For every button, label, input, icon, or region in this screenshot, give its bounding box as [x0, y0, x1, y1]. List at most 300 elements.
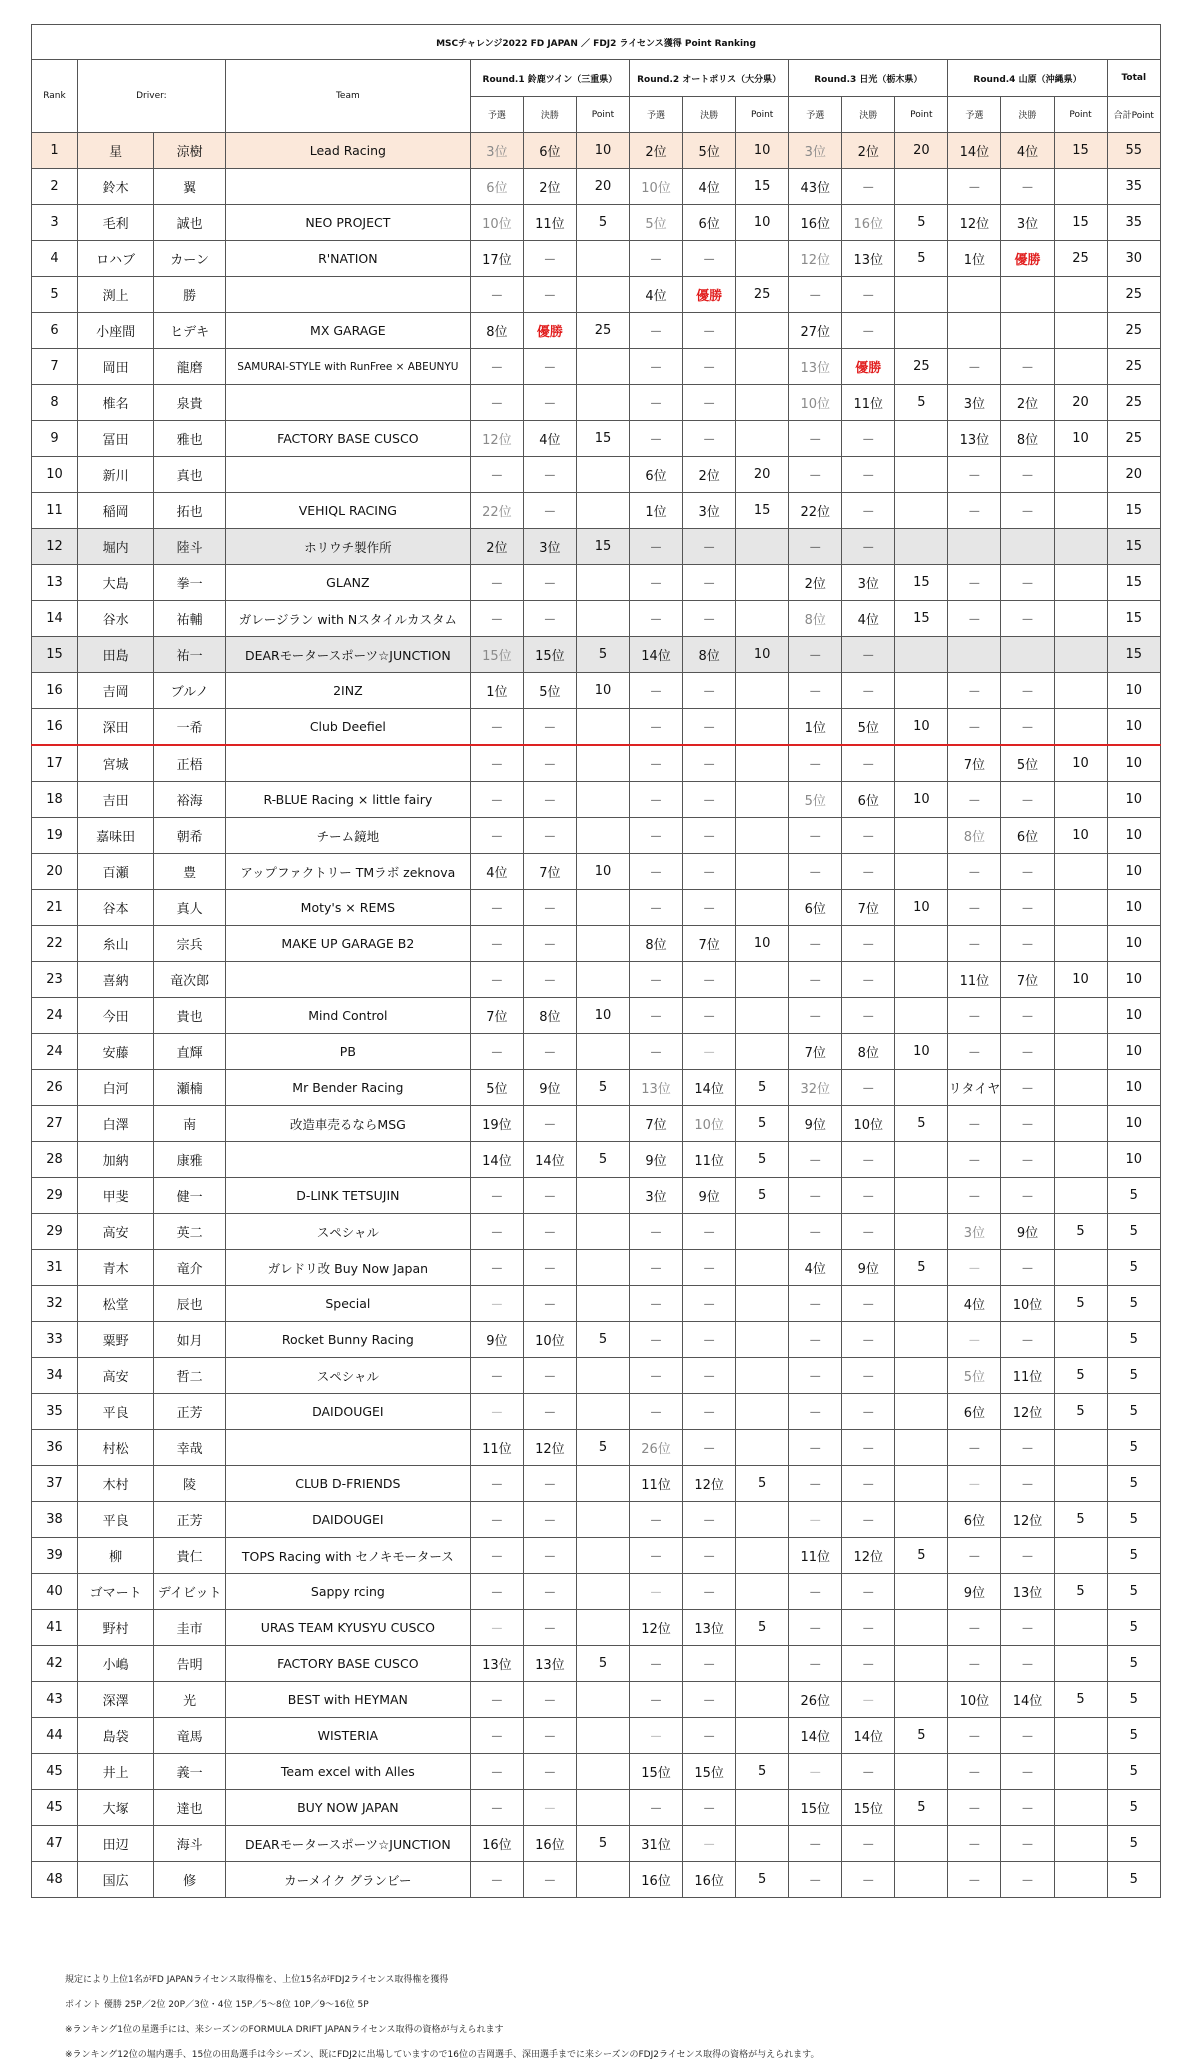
cell-r4-qual: －: [948, 782, 1001, 818]
cell-rank: 11: [32, 493, 78, 529]
cell-team: ガレドリ改 Buy Now Japan: [225, 1250, 470, 1286]
cell-r4-qual: －: [948, 565, 1001, 601]
ranking-table: [31, 24, 1161, 1898]
cell-r3-point: 10: [895, 782, 948, 818]
cell-r4-point: [1054, 1034, 1107, 1070]
cell-team: [225, 1142, 470, 1178]
cell-r3-final: －: [842, 1826, 895, 1862]
cell-r1-qual: 19位: [470, 1106, 523, 1142]
cell-r3-qual: －: [789, 673, 842, 709]
cell-r4-qual: －: [948, 1466, 1001, 1502]
cell-r1-final: 3位: [523, 529, 576, 565]
cell-r2-qual: －: [630, 1646, 683, 1682]
cell-r1-final: －: [523, 1574, 576, 1610]
cell-r2-point: [736, 1322, 789, 1358]
cell-team: R'NATION: [225, 241, 470, 277]
cell-rank: 42: [32, 1646, 78, 1682]
cell-driver-last-name: 渕上: [77, 277, 154, 313]
cell-r2-point: 5: [736, 1862, 789, 1898]
cell-r1-qual: －: [470, 1250, 523, 1286]
cell-r2-qual: －: [630, 854, 683, 890]
cell-r4-qual: 14位: [948, 133, 1001, 169]
cell-total-point: 5: [1107, 1430, 1160, 1466]
cell-r2-final: －: [683, 1250, 736, 1286]
table-row: [32, 1286, 1161, 1322]
table-row: [32, 1502, 1161, 1538]
table-row: [32, 1178, 1161, 1214]
cell-total-point: 5: [1107, 1682, 1160, 1718]
cell-driver-first-name: 泉貴: [154, 385, 225, 421]
table-row: [32, 818, 1161, 854]
cell-r4-point: [1054, 1790, 1107, 1826]
cell-r2-qual: 12位: [630, 1610, 683, 1646]
cell-r1-qual: －: [470, 1790, 523, 1826]
cell-driver-first-name: 南: [154, 1106, 225, 1142]
cell-r2-qual: －: [630, 782, 683, 818]
cell-r4-qual: －: [948, 890, 1001, 926]
cell-team: WISTERIA: [225, 1718, 470, 1754]
cell-r3-qual: 15位: [789, 1790, 842, 1826]
cell-r4-final: 6位: [1001, 818, 1054, 854]
cell-r4-qual: －: [948, 998, 1001, 1034]
table-row: [32, 565, 1161, 601]
cell-driver-last-name: 島袋: [77, 1718, 154, 1754]
cell-driver-last-name: 加納: [77, 1142, 154, 1178]
cell-total-point: 25: [1107, 349, 1160, 385]
cell-r4-final: －: [1001, 926, 1054, 962]
cell-r1-point: [576, 1358, 629, 1394]
cell-r4-final: －: [1001, 1826, 1054, 1862]
cell-r2-point: 20: [736, 457, 789, 493]
cell-team: DEARモータースポーツ☆JUNCTION: [225, 1826, 470, 1862]
cell-r2-point: [736, 1502, 789, 1538]
cell-r3-point: 5: [895, 1790, 948, 1826]
cell-r2-qual: 9位: [630, 1142, 683, 1178]
cell-r3-final: 16位: [842, 205, 895, 241]
cell-r1-final: －: [523, 1286, 576, 1322]
cell-r3-final: －: [842, 962, 895, 998]
cell-r3-point: [895, 1682, 948, 1718]
cell-driver-last-name: 安藤: [77, 1034, 154, 1070]
cell-r4-point: [1054, 1142, 1107, 1178]
cell-r1-final: －: [523, 1790, 576, 1826]
cell-r3-point: 20: [895, 133, 948, 169]
cell-r2-final: －: [683, 998, 736, 1034]
cell-driver-first-name: 裕海: [154, 782, 225, 818]
cell-r3-qual: 8位: [789, 601, 842, 637]
cell-r3-qual: 12位: [789, 241, 842, 277]
cell-r1-final: －: [523, 565, 576, 601]
cell-r3-final: －: [842, 1466, 895, 1502]
cell-rank: 24: [32, 1034, 78, 1070]
cell-r3-qual: 14位: [789, 1718, 842, 1754]
cell-r1-final: －: [523, 745, 576, 782]
cell-r1-qual: －: [470, 1682, 523, 1718]
cell-r1-point: 5: [576, 1430, 629, 1466]
header-total-point: 合計Point: [1107, 97, 1160, 133]
cell-r3-point: [895, 493, 948, 529]
header-point: Point: [1054, 97, 1107, 133]
cell-r3-point: [895, 313, 948, 349]
cell-r4-final: －: [1001, 890, 1054, 926]
cell-r4-final: 3位: [1001, 205, 1054, 241]
cell-r2-point: 10: [736, 926, 789, 962]
cell-r1-point: 5: [576, 1322, 629, 1358]
table-row: [32, 1070, 1161, 1106]
cell-r4-point: [1054, 601, 1107, 637]
cell-rank: 22: [32, 926, 78, 962]
cell-r2-final: －: [683, 1538, 736, 1574]
table-row: [32, 1682, 1161, 1718]
cell-driver-first-name: 誠也: [154, 205, 225, 241]
cell-r3-point: 5: [895, 205, 948, 241]
cell-r3-qual: 9位: [789, 1106, 842, 1142]
cell-r2-qual: 3位: [630, 1178, 683, 1214]
cell-team: [225, 277, 470, 313]
cell-driver-last-name: 田辺: [77, 1826, 154, 1862]
cell-r2-point: [736, 385, 789, 421]
cell-r2-point: [736, 890, 789, 926]
cell-r4-final: －: [1001, 1430, 1054, 1466]
cell-team: URAS TEAM KYUSYU CUSCO: [225, 1610, 470, 1646]
table-row: [32, 385, 1161, 421]
cell-r4-point: 5: [1054, 1394, 1107, 1430]
cell-r2-final: －: [683, 529, 736, 565]
cell-rank: 45: [32, 1754, 78, 1790]
cell-r1-qual: 17位: [470, 241, 523, 277]
cell-r2-qual: －: [630, 998, 683, 1034]
table-row: [32, 1646, 1161, 1682]
cell-r2-final: 2位: [683, 457, 736, 493]
cell-r1-final: 15位: [523, 637, 576, 673]
cell-r4-point: [1054, 673, 1107, 709]
cell-r3-final: －: [842, 493, 895, 529]
cell-r3-point: [895, 421, 948, 457]
cell-team: Club Deefiel: [225, 709, 470, 746]
cell-driver-last-name: 大島: [77, 565, 154, 601]
cell-r1-qual: －: [470, 1034, 523, 1070]
cell-r1-final: －: [523, 1862, 576, 1898]
cell-r2-point: [736, 1430, 789, 1466]
cell-r2-point: [736, 1286, 789, 1322]
cell-r4-point: [1054, 854, 1107, 890]
cell-r3-final: －: [842, 277, 895, 313]
cell-driver-first-name: 竜介: [154, 1250, 225, 1286]
cell-r4-final: －: [1001, 1610, 1054, 1646]
cell-r3-point: [895, 854, 948, 890]
cell-r3-qual: －: [789, 1322, 842, 1358]
cell-r1-final: －: [523, 1502, 576, 1538]
cell-r4-final: －: [1001, 601, 1054, 637]
cell-team: TOPS Racing with セノキモータース: [225, 1538, 470, 1574]
cell-team: スペシャル: [225, 1214, 470, 1250]
cell-r1-point: [576, 1574, 629, 1610]
cell-r4-qual: －: [948, 1862, 1001, 1898]
cell-r1-final: －: [523, 1538, 576, 1574]
cell-r4-qual: －: [948, 169, 1001, 205]
cell-r3-final: －: [842, 1502, 895, 1538]
cell-r3-point: [895, 1466, 948, 1502]
cell-r4-qual: [948, 277, 1001, 313]
cell-team: [225, 745, 470, 782]
cell-r3-point: 5: [895, 1250, 948, 1286]
cell-r1-qual: 4位: [470, 854, 523, 890]
cell-driver-last-name: 星: [77, 133, 154, 169]
cell-r3-point: 5: [895, 385, 948, 421]
cell-r1-qual: －: [470, 962, 523, 998]
cell-r2-point: [736, 1574, 789, 1610]
cell-r2-point: 5: [736, 1178, 789, 1214]
cell-total-point: 10: [1107, 709, 1160, 746]
cell-rank: 45: [32, 1790, 78, 1826]
cell-r2-final: －: [683, 782, 736, 818]
cell-r4-final: 4位: [1001, 133, 1054, 169]
cell-r4-point: [1054, 1826, 1107, 1862]
cell-r3-point: 10: [895, 709, 948, 746]
cell-driver-last-name: 田島: [77, 637, 154, 673]
cell-r3-final: 5位: [842, 709, 895, 746]
cell-r4-point: 10: [1054, 421, 1107, 457]
cell-driver-last-name: 松堂: [77, 1286, 154, 1322]
cell-r3-point: [895, 1142, 948, 1178]
cell-team: DEARモータースポーツ☆JUNCTION: [225, 637, 470, 673]
cell-total-point: 10: [1107, 962, 1160, 998]
cell-r3-point: 15: [895, 565, 948, 601]
cell-r3-qual: －: [789, 745, 842, 782]
cell-r1-qual: －: [470, 457, 523, 493]
cell-r2-final: 7位: [683, 926, 736, 962]
table-row: [32, 1106, 1161, 1142]
cell-r1-final: －: [523, 926, 576, 962]
cell-r4-point: [1054, 1610, 1107, 1646]
cell-driver-first-name: 英二: [154, 1214, 225, 1250]
cell-r2-qual: －: [630, 421, 683, 457]
cell-r3-qual: －: [789, 457, 842, 493]
cell-r2-qual: 14位: [630, 637, 683, 673]
cell-driver-first-name: 正芳: [154, 1502, 225, 1538]
cell-driver-last-name: 椎名: [77, 385, 154, 421]
cell-r4-final: －: [1001, 1178, 1054, 1214]
cell-r3-point: [895, 818, 948, 854]
cell-r3-point: [895, 1826, 948, 1862]
cell-r4-qual: －: [948, 1754, 1001, 1790]
cell-r2-final: 5位: [683, 133, 736, 169]
cell-r2-point: [736, 1358, 789, 1394]
cell-total-point: 5: [1107, 1214, 1160, 1250]
cell-r4-point: 10: [1054, 745, 1107, 782]
cell-driver-first-name: 幸哉: [154, 1430, 225, 1466]
cell-r4-final: －: [1001, 709, 1054, 746]
cell-r1-final: －: [523, 1466, 576, 1502]
cell-team: NEO PROJECT: [225, 205, 470, 241]
cell-r4-qual: 7位: [948, 745, 1001, 782]
table-row: [32, 1538, 1161, 1574]
table-row: [32, 1790, 1161, 1826]
table-row: [32, 277, 1161, 313]
cell-r2-point: [736, 241, 789, 277]
cell-r4-final: －: [1001, 1790, 1054, 1826]
cell-r2-point: [736, 1790, 789, 1826]
cell-driver-first-name: 翼: [154, 169, 225, 205]
cell-r4-qual: －: [948, 1646, 1001, 1682]
cell-total-point: 25: [1107, 385, 1160, 421]
cell-r1-qual: 10位: [470, 205, 523, 241]
cell-r1-final: －: [523, 818, 576, 854]
cell-r4-point: [1054, 926, 1107, 962]
cell-r1-point: [576, 1682, 629, 1718]
cell-rank: 7: [32, 349, 78, 385]
cell-r1-point: [576, 1790, 629, 1826]
table-row: [32, 1754, 1161, 1790]
cell-r3-qual: 6位: [789, 890, 842, 926]
cell-r1-final: －: [523, 385, 576, 421]
cell-r4-point: [1054, 890, 1107, 926]
cell-r1-point: [576, 385, 629, 421]
cell-r3-qual: 3位: [789, 133, 842, 169]
cell-r3-final: －: [842, 421, 895, 457]
cell-r2-final: 14位: [683, 1070, 736, 1106]
cell-r3-qual: －: [789, 926, 842, 962]
cell-r3-qual: －: [789, 421, 842, 457]
cell-r3-point: [895, 1430, 948, 1466]
cell-r2-qual: 6位: [630, 457, 683, 493]
cell-r1-point: 5: [576, 1646, 629, 1682]
cell-r2-point: [736, 1682, 789, 1718]
cell-driver-first-name: 祐一: [154, 637, 225, 673]
cell-r2-final: －: [683, 1718, 736, 1754]
cell-team: ホリウチ製作所: [225, 529, 470, 565]
cell-total-point: 10: [1107, 782, 1160, 818]
cell-rank: 48: [32, 1862, 78, 1898]
cell-r4-final: 14位: [1001, 1682, 1054, 1718]
cell-r2-qual: －: [630, 1790, 683, 1826]
cell-r2-final: －: [683, 601, 736, 637]
cell-rank: 40: [32, 1574, 78, 1610]
cell-r4-qual: －: [948, 1430, 1001, 1466]
cell-driver-first-name: 修: [154, 1862, 225, 1898]
cell-total-point: 25: [1107, 277, 1160, 313]
cell-r2-point: [736, 854, 789, 890]
cell-team: アップファクトリー TMラボ zeknova: [225, 854, 470, 890]
cell-total-point: 35: [1107, 169, 1160, 205]
cell-r2-qual: －: [630, 1394, 683, 1430]
cell-rank: 2: [32, 169, 78, 205]
cell-r4-point: [1054, 1106, 1107, 1142]
cell-r1-final: 8位: [523, 998, 576, 1034]
page-title: MSCチャレンジ2022 FD JAPAN ／ FDJ2 ライセンス獲得 Point Ranking: [32, 25, 1161, 60]
cell-r4-final: －: [1001, 565, 1054, 601]
table-row: [32, 782, 1161, 818]
cell-driver-last-name: 吉田: [77, 782, 154, 818]
cell-total-point: 10: [1107, 890, 1160, 926]
cell-r3-qual: 26位: [789, 1682, 842, 1718]
cell-rank: 15: [32, 637, 78, 673]
cell-driver-last-name: 小座間: [77, 313, 154, 349]
cell-r4-final: －: [1001, 1646, 1054, 1682]
cell-r3-qual: 7位: [789, 1034, 842, 1070]
cell-r4-point: [1054, 1538, 1107, 1574]
cell-r4-point: 25: [1054, 241, 1107, 277]
cell-r3-qual: 4位: [789, 1250, 842, 1286]
cell-team: MX GARAGE: [225, 313, 470, 349]
cell-r4-qual: －: [948, 1106, 1001, 1142]
cell-r4-qual: 11位: [948, 962, 1001, 998]
table-row: [32, 349, 1161, 385]
cell-r2-final: 3位: [683, 493, 736, 529]
cell-team: VEHIQL RACING: [225, 493, 470, 529]
table-row: [32, 962, 1161, 998]
cell-r3-point: [895, 1214, 948, 1250]
cell-r2-point: [736, 998, 789, 1034]
cell-r1-qual: －: [470, 277, 523, 313]
cell-r3-point: [895, 637, 948, 673]
cell-r2-point: [736, 1826, 789, 1862]
cell-r1-qual: 11位: [470, 1430, 523, 1466]
cell-r1-final: －: [523, 709, 576, 746]
cell-driver-last-name: 柳: [77, 1538, 154, 1574]
cell-r1-final: －: [523, 1610, 576, 1646]
cell-r3-point: [895, 1502, 948, 1538]
cell-r1-point: 5: [576, 1142, 629, 1178]
cell-team: [225, 457, 470, 493]
cell-r3-point: 5: [895, 241, 948, 277]
cell-r3-point: [895, 745, 948, 782]
cell-r3-qual: －: [789, 962, 842, 998]
cell-r2-point: [736, 565, 789, 601]
cell-r2-point: 5: [736, 1070, 789, 1106]
cell-r1-final: 9位: [523, 1070, 576, 1106]
cell-team: カーメイク グランビー: [225, 1862, 470, 1898]
cell-driver-last-name: 高安: [77, 1214, 154, 1250]
cell-driver-first-name: 康雅: [154, 1142, 225, 1178]
cell-r3-point: 10: [895, 1034, 948, 1070]
cell-r2-point: [736, 1250, 789, 1286]
cell-driver-last-name: 喜納: [77, 962, 154, 998]
table-row: [32, 926, 1161, 962]
cell-total-point: 20: [1107, 457, 1160, 493]
cell-r1-qual: －: [470, 1286, 523, 1322]
table-row: [32, 457, 1161, 493]
cell-r2-qual: －: [630, 529, 683, 565]
cell-r1-point: [576, 493, 629, 529]
cell-r1-qual: －: [470, 1574, 523, 1610]
cell-r2-final: －: [683, 1502, 736, 1538]
cell-driver-last-name: 村松: [77, 1430, 154, 1466]
cell-r1-point: [576, 782, 629, 818]
table-row: [32, 241, 1161, 277]
cell-r2-final: －: [683, 818, 736, 854]
cell-r4-point: 5: [1054, 1574, 1107, 1610]
cell-r4-qual: [948, 313, 1001, 349]
cell-r2-final: －: [683, 1790, 736, 1826]
header-round2: Round.2 オートポリス（大分県）: [630, 60, 789, 97]
cell-r1-point: [576, 709, 629, 746]
cell-driver-last-name: 木村: [77, 1466, 154, 1502]
cell-driver-last-name: 百瀬: [77, 854, 154, 890]
cell-r4-point: [1054, 1430, 1107, 1466]
cell-r4-qual: 5位: [948, 1358, 1001, 1394]
cell-r4-final: －: [1001, 1142, 1054, 1178]
cell-driver-last-name: 平良: [77, 1502, 154, 1538]
cell-driver-last-name: 国広: [77, 1862, 154, 1898]
cell-driver-first-name: ブルノ: [154, 673, 225, 709]
cell-r1-qual: －: [470, 1610, 523, 1646]
cell-r3-point: [895, 1322, 948, 1358]
cell-rank: 28: [32, 1142, 78, 1178]
table-row: [32, 709, 1161, 746]
cell-r4-point: [1054, 709, 1107, 746]
cell-r1-final: 4位: [523, 421, 576, 457]
